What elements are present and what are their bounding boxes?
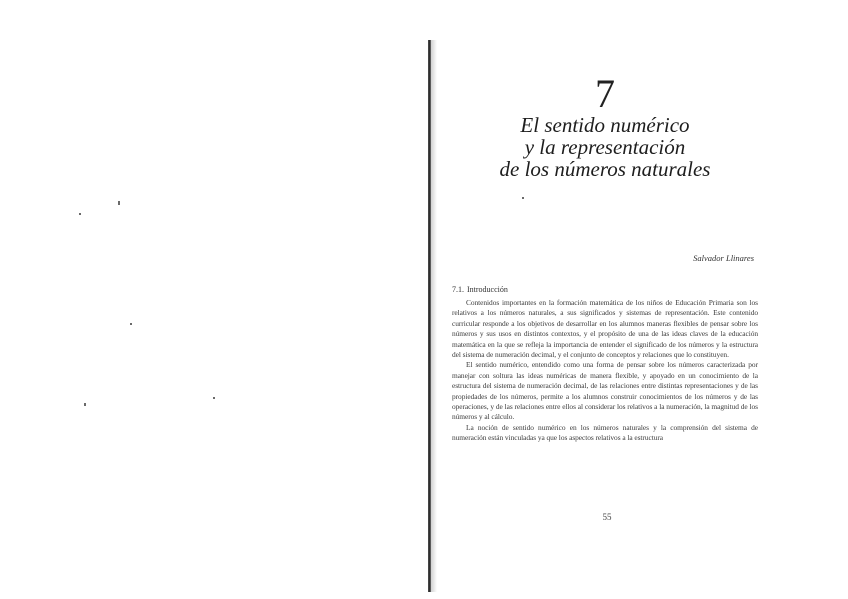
scan-speck — [213, 397, 215, 399]
body-text — [452, 298, 758, 444]
scan-speck — [118, 201, 120, 205]
chapter-number: 7 — [595, 71, 615, 116]
section-heading — [452, 285, 602, 294]
section-number: 7.1. — [452, 285, 464, 294]
scan-speck — [130, 323, 132, 325]
chapter-title — [470, 114, 740, 180]
gutter-shadow — [431, 40, 437, 592]
scan-speck — [79, 213, 81, 215]
paragraph: La noción de sentido numérico en los números naturales y la comprensión del sistema de numeración están vinculadas ya que los aspectos relativos a la estructura — [452, 422, 758, 443]
chapter-title-line: y la representación — [524, 135, 686, 159]
paragraph: Contenidos importantes en la formación matemática de los niños de Educación Primaria son los relativos a los números naturales, a sus significados y sistemas de representación. Este contenido curricular responde a los objetivos de desarrollar en los alumnos maneras flexibles de pensar sobre los números y sus usos en distintos contextos, y el propósito de una de las ideas claves de la educación matemática en la que se refleja la importancia de entender el significado de los números y la estructura del sistema de numeración decimal, y el conjunto de conceptos y relaciones que lo constituyen. — [452, 298, 758, 360]
chapter-title-line: El sentido numérico — [520, 113, 690, 137]
page-number: 55 — [602, 512, 612, 522]
scan-speck — [522, 197, 524, 199]
chapter-author: Salvador Llinares — [693, 253, 754, 263]
paragraph: El sentido numérico, entendido como una forma de pensar sobre los números caracterizada por manejar con soltura las ideas numéricas de manera flexible, y apoyado en un conocimiento de la estructura del sistema de numeración decimal, de las relaciones entre distintas representaciones y de las propiedades de los números, permite a los alumnos construir conocimientos de los números y de las operaciones, y de las relaciones entre ellos al considerar los relativos a la numeración, la magnitud de los números y al cálculo. — [452, 360, 758, 422]
scan-speck — [84, 403, 86, 406]
section-title: Introducción — [467, 285, 508, 294]
chapter-title-line: de los números naturales — [499, 157, 711, 181]
